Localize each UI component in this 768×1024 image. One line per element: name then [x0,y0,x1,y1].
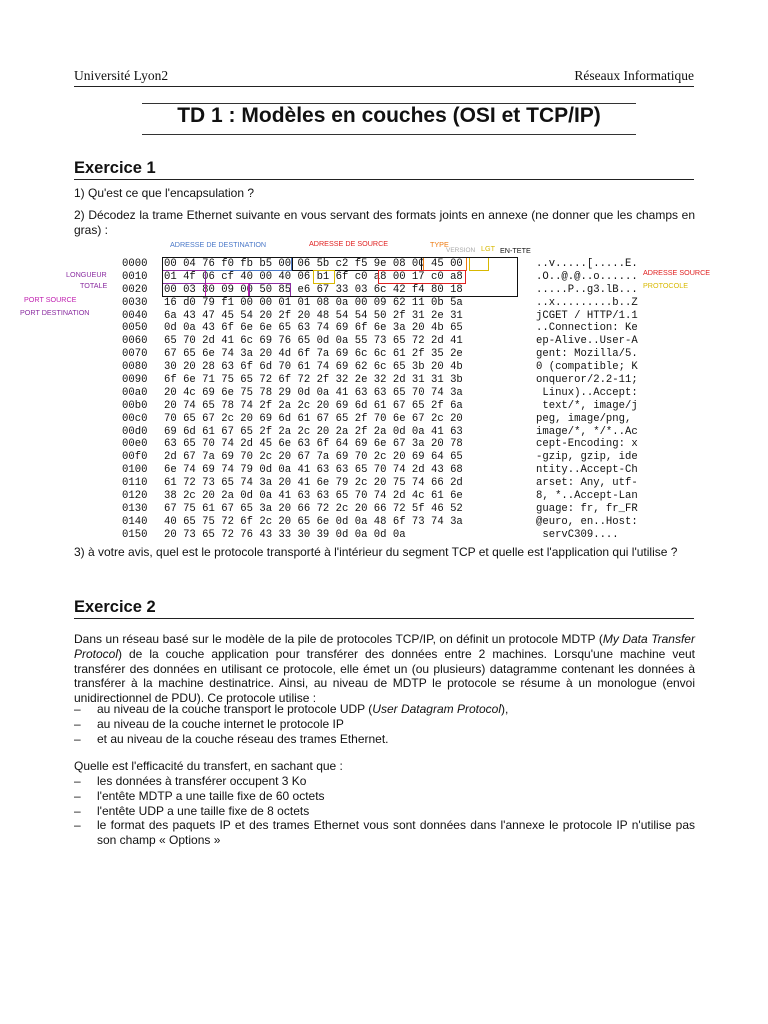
header-rule [74,86,694,87]
hexdump-ascii: ..v.....[.....E. [536,258,638,270]
hexdump-ascii: arset: Any, utf- [536,477,638,490]
hexdump-row [122,490,638,503]
hexdump-bytes: 63 65 70 74 2d 45 6e 63 6f 64 69 6e 67 3a 20 78 [164,438,463,451]
hexdump-bytes: 01 4f 06 cf 40 00 40 06 b1 6f c0 a8 00 17 c0 a8 [164,270,463,283]
annotation-longueur: LONGUEUR [66,270,107,279]
hexdump-row [122,322,638,335]
annotation-port-source: PORT SOURCE [24,295,77,304]
list-item: – l'entête MDTP a une taille fixe de 60 octets [74,789,695,804]
list-item: – et au niveau de la couche réseau des trames Ethernet. [74,732,695,747]
hexdump-offset: 0140 [122,515,148,528]
exercise-1-question-2: 2) Décodez la trame Ethernet suivante en vous servant des formats joints en annexe (ne donner que les champs en gras) : [74,208,695,237]
hexdump-row [122,516,638,529]
hexdump-bytes: 69 6d 61 67 65 2f 2a 2c 20 2a 2f 2a 0d 0a 41 63 [164,425,463,438]
hexdump-row [122,503,638,516]
hexdump-ascii: Linux)..Accept: [536,386,638,399]
hexdump-row [122,529,638,542]
hexdump-offset: 0030 [122,296,148,309]
hexdump-row [122,387,638,400]
hexdump-ascii: gent: Mozilla/5. [536,348,638,361]
hexdump-bytes: 65 70 2d 41 6c 69 76 65 0d 0a 55 73 65 72 2d 41 [164,335,463,348]
hexdump-offset: 0070 [122,348,148,361]
hexdump-row [122,400,638,413]
hexdump-offset: 00e0 [122,438,148,451]
ethernet-frame-hexdump [122,258,638,542]
page-header [74,68,694,84]
hexdump-bytes: 38 2c 20 2a 0d 0a 41 63 63 65 70 74 2d 4c 61 6e [164,490,463,503]
hexdump-row [122,374,638,387]
exercise-2-question-intro: Quelle est l'efficacité du transfert, en sachant que : [74,759,343,773]
annotation-src-address: ADRESSE DE SOURCE [309,239,389,248]
hexdump-offset: 0000 [122,258,148,270]
hexdump-offset: 0100 [122,464,148,477]
hexdump-bytes: 6a 43 47 45 54 20 2f 20 48 54 54 50 2f 31 2e 31 [164,309,463,322]
hexdump-offset: 0090 [122,374,148,387]
exercise-2-conditions-list [74,774,695,848]
hexdump-bytes: 70 65 67 2c 20 69 6d 61 67 65 2f 70 6e 67 2c 20 [164,412,463,425]
hexdump-row [122,451,638,464]
hexdump-offset: 0130 [122,502,148,515]
hexdump-ascii: onqueror/2.2-11; [536,374,638,387]
hexdump-bytes: 6f 6e 71 75 65 72 6f 72 2f 32 2e 32 2d 31 31 3b [164,374,463,387]
hexdump-offset: 0110 [122,477,148,490]
hexdump-offset: 00a0 [122,386,148,399]
hexdump-offset: 0150 [122,528,148,541]
hexdump-ascii: @euro, en..Host: [536,515,638,528]
annotation-dest-address: ADRESSE DE DESTINATION [170,240,267,249]
annotation-lgt: LGT [481,244,495,253]
hexdump-row [122,348,638,361]
header-course: Réseaux Informatique [574,68,694,83]
hexdump-row [122,335,638,348]
hexdump-ascii: peg, image/png, [536,412,638,425]
hexdump-row [122,413,638,426]
intro-text-a: Dans un réseau basé sur le modèle de la pile de protocoles TCP/IP, on définit un protocole MDTP ( [74,632,603,646]
hexdump-ascii: image/*, */*..Ac [536,425,638,438]
hexdump-bytes: 0d 0a 43 6f 6e 6e 65 63 74 69 6f 6e 3a 20 4b 65 [164,322,463,335]
hexdump-bytes: 20 74 65 78 74 2f 2a 2c 20 69 6d 61 67 65 2f 6a [164,399,463,412]
exercise-2-intro [74,632,695,706]
list-item: – les données à transférer occupent 3 Ko [74,774,695,789]
hexdump-offset: 0020 [122,283,148,296]
hexdump-ascii: ..Connection: Ke [536,322,638,335]
intro-text-italic: My Data Transfer Protocol [74,632,695,661]
hexdump-row [122,464,638,477]
annotation-entete: EN-TETE [500,246,531,255]
hexdump-bytes: 61 72 73 65 74 3a 20 41 6e 79 2c 20 75 74 66 2d [164,477,463,490]
annotation-version: VERSION [446,247,476,254]
hexdump-row [122,361,638,374]
hexdump-ascii: jCGET / HTTP/1.1 [536,309,638,322]
hexdump-ascii: guage: fr, fr_FR [536,502,638,515]
hexdump-offset: 00d0 [122,425,148,438]
exercise-1-question-3: 3) à votre avis, quel est le protocole transporté à l'intérieur du segment TCP et quelle est l'application qui l'utilise ? [74,545,678,559]
hexdump-offset: 00c0 [122,412,148,425]
hexdump-ascii: 0 (compatible; K [536,361,638,374]
hexdump-ascii: cept-Encoding: x [536,438,638,451]
hexdump-ascii: 8, *..Accept-Lan [536,490,638,503]
hexdump-bytes: 20 4c 69 6e 75 78 29 0d 0a 41 63 63 65 70 74 3a [164,386,463,399]
hexdump-row [122,477,638,490]
hexdump-bytes: 00 03 80 09 00 50 85 e6 67 33 03 6c 42 f4 80 18 [164,283,463,296]
hexdump-bytes: 67 65 6e 74 3a 20 4d 6f 7a 69 6c 6c 61 2f 35 2e [164,348,463,361]
exercise-2-protocol-list [74,702,695,746]
annotation-type: TYPE [430,240,449,249]
exercise-1-heading: Exercice 1 [74,159,694,180]
hexdump-ascii: ntity..Accept-Ch [536,464,638,477]
hexdump-bytes: 00 04 76 f0 fb b5 00 06 5b c2 f5 9e 08 00 45 00 [164,258,463,270]
hexdump-bytes: 40 65 75 72 6f 2c 20 65 6e 0d 0a 48 6f 73 74 3a [164,515,463,528]
hexdump-offset: 00b0 [122,399,148,412]
list-item: – au niveau de la couche internet le protocole IP [74,717,695,732]
annotation-port-destination: PORT DESTINATION [20,308,90,317]
hexdump-ascii: -gzip, gzip, ide [536,451,638,464]
annotation-protocole: PROTOCOLE [643,281,688,290]
document-title: TD 1 : Modèles en couches (OSI et TCP/IP) [177,104,601,127]
exercise-1-question-1: 1) Qu'est ce que l'encapsulation ? [74,186,255,200]
hexdump-ascii: ..x.........b..Z [536,296,638,309]
hexdump-ascii: servC309.... [536,528,619,541]
hexdump-offset: 0010 [122,270,148,283]
hexdump-bytes: 6e 74 69 74 79 0d 0a 41 63 63 65 70 74 2d 43 68 [164,464,463,477]
hexdump-bytes: 20 73 65 72 76 43 33 30 39 0d 0a 0d 0a [164,528,406,541]
list-item: – le format des paquets IP et des trames Ethernet vous sont données dans l'annexe le protocole IP n'utilise pas son champ « Options » [74,818,695,848]
annotation-totale: TOTALE [80,281,108,290]
annotation-src-address-ip: ADRESSE SOURCE [643,268,711,277]
hexdump-ascii: ep-Alive..User-A [536,335,638,348]
hexdump-row [122,426,638,439]
hexdump-offset: 0060 [122,335,148,348]
hexdump-ascii: .....P..g3.lB... [536,283,638,296]
hexdump-offset: 0120 [122,490,148,503]
hexdump-bytes: 67 75 61 67 65 3a 20 66 72 2c 20 66 72 5f 46 52 [164,502,463,515]
header-university: Université Lyon2 [74,68,169,83]
list-item: – au niveau de la couche transport le protocole UDP (User Datagram Protocol), [74,702,695,717]
hexdump-row [122,438,638,451]
hexdump-bytes: 2d 67 7a 69 70 2c 20 67 7a 69 70 2c 20 69 64 65 [164,451,463,464]
hexdump-bytes: 16 d0 79 f1 00 00 01 01 08 0a 00 09 62 11 0b 5a [164,296,463,309]
hexdump-ascii: .O..@.@..o...... [536,270,638,283]
hexdump-offset: 0040 [122,309,148,322]
box-header-frame [162,257,518,297]
intro-text-b: ) de la couche application pour transférer des données entre 2 machines. Lorsqu'une machine veut transférer des données en utilisant ce protocole, elle émet un (ou plusieurs) datagramme contenant les données à transférer à la machine destinatrice. Ainsi, au niveau de MDTP le protocole se résume à un monologue (envoi unidirectionnel de PDU). Ce protocole utilise : [74,646,695,706]
hexdump-offset: 0080 [122,361,148,374]
exercise-2-heading: Exercice 2 [74,598,694,619]
list-item: – l'entête UDP a une taille fixe de 8 octets [74,804,695,819]
hexdump-offset: 0050 [122,322,148,335]
title-rule-bottom [142,134,636,135]
hexdump-bytes: 30 20 28 63 6f 6d 70 61 74 69 62 6c 65 3b 20 4b [164,361,463,374]
hexdump-row [122,297,638,310]
hexdump-row [122,310,638,323]
hexdump-offset: 00f0 [122,451,148,464]
hexdump-ascii: text/*, image/j [536,399,638,412]
